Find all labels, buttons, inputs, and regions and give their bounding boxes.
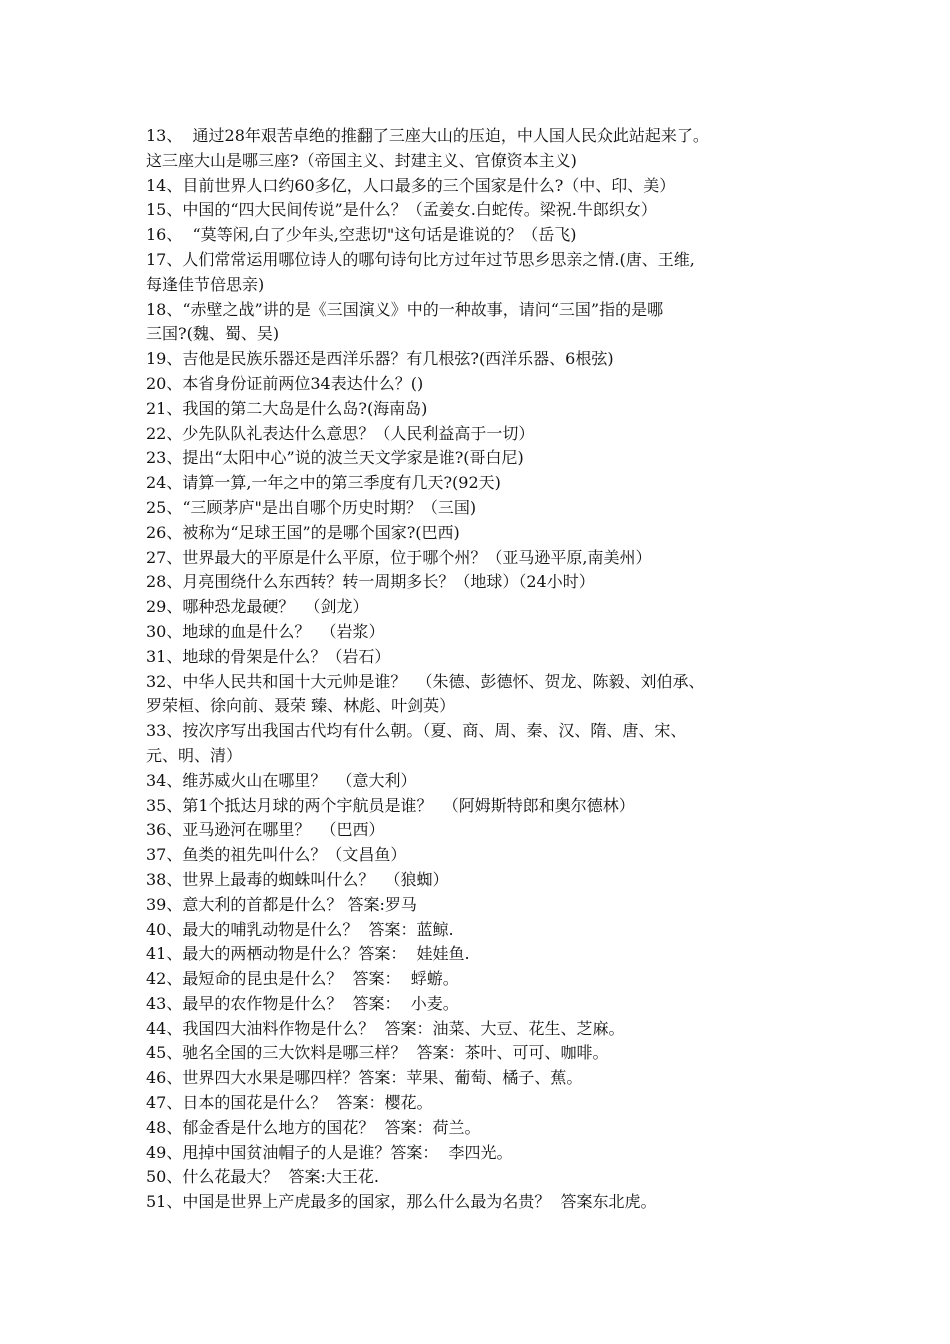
- text-line: 42、最短命的昆虫是什么？ 答案： 蜉蝣。: [146, 969, 459, 989]
- text-line: 27、世界最大的平原是什么平原，位于哪个州？（亚马逊平原,南美州）: [146, 547, 652, 567]
- text-line: 48、郁金香是什么地方的国花？ 答案：荷兰。: [146, 1117, 481, 1137]
- text-line: 34、维苏威火山在哪里？ （意大利）: [146, 770, 417, 790]
- text-line: 40、最大的哺乳动物是什么？ 答案：蓝鲸.: [146, 919, 454, 939]
- text-line: 39、意大利的首都是什么？ 答案:罗马: [146, 894, 417, 914]
- text-line: 罗荣桓、徐向前、聂荣 臻、林彪、叶剑英）: [146, 696, 456, 716]
- text-line: 50、什么花最大？ 答案:大王花.: [146, 1167, 380, 1187]
- text-line: 29、哪种恐龙最硬？ （剑龙）: [146, 597, 369, 617]
- text-line: 49、甩掉中国贫油帽子的人是谁？答案： 李四光。: [146, 1142, 513, 1162]
- text-line: 46、世界四大水果是哪四样？答案：苹果、葡萄、橘子、蕉。: [146, 1068, 583, 1088]
- text-line: 43、最早的农作物是什么？ 答案： 小麦。: [146, 993, 459, 1013]
- text-line: 28、月亮围绕什么东西转？转一周期多长？（地球）（24小时）: [146, 572, 595, 592]
- text-line: 47、日本的国花是什么？ 答案：樱花。: [146, 1093, 433, 1113]
- text-line: 24、请算一算,一年之中的第三季度有几天?(92天): [146, 473, 501, 493]
- text-line: 37、鱼类的祖先叫什么？（文昌鱼）: [146, 845, 407, 865]
- text-line: 22、少先队队礼表达什么意思？（人民利益高于一切）: [146, 423, 535, 443]
- text-line: 每逢佳节倍思亲): [146, 274, 265, 294]
- text-line: 44、我国四大油料作物是什么？ 答案：油菜、大豆、花生、芝麻。: [146, 1018, 625, 1038]
- text-line: 15、中国的“四大民间传说”是什么？（孟姜女.白蛇传。梁祝.牛郎织女）: [146, 200, 657, 220]
- text-line: 26、被称为“足球王国”的是哪个国家?(巴西): [146, 522, 460, 542]
- text-line: 20、本省身份证前两位34表达什么？(): [146, 373, 424, 393]
- text-line: 17、人们常常运用哪位诗人的哪句诗句比方过年过节思乡思亲之情.(唐、王维,: [146, 249, 695, 269]
- text-line: 19、吉他是民族乐器还是西洋乐器？有几根弦?(西洋乐器、6根弦): [146, 349, 614, 369]
- text-line: 23、提出“太阳中心”说的波兰天文学家是谁?(哥白尼): [146, 448, 524, 468]
- text-line: 30、地球的血是什么？ （岩浆）: [146, 621, 385, 641]
- text-line: 这三座大山是哪三座?（帝国主义、封建主义、官僚资本主义): [146, 150, 577, 170]
- text-line: 21、我国的第二大岛是什么岛?(海南岛): [146, 398, 428, 418]
- text-line: 32、中华人民共和国十大元帅是谁？ （朱德、彭德怀、贺龙、陈毅、刘伯承、: [146, 671, 705, 691]
- text-line: 18、“赤壁之战”讲的是《三国演义》中的一种故事，请问“三国”指的是哪: [146, 299, 664, 319]
- text-line: 三国?(魏、蜀、吴): [146, 324, 280, 344]
- text-line: 36、亚马逊河在哪里？ （巴西）: [146, 820, 385, 840]
- text-line: 16、 “莫等闲,白了少年头,空悲切"这句话是谁说的？（岳飞): [146, 225, 577, 245]
- text-line: 14、目前世界人口约60多亿，人口最多的三个国家是什么?（中、印、美）: [146, 175, 676, 195]
- text-line: 45、驰名全国的三大饮料是哪三样？ 答案：茶叶、可可、咖啡。: [146, 1043, 609, 1063]
- text-line: 35、第1个抵达月球的两个宇航员是谁？ （阿姆斯特郎和奥尔德林）: [146, 795, 635, 815]
- text-line: 33、按次序写出我国古代均有什么朝。（夏、商、周、秦、汉、隋、唐、宋、: [146, 721, 687, 741]
- text-line: 元、明、清）: [146, 745, 243, 765]
- text-line: 38、世界上最毒的蜘蛛叫什么？ （狼蜘）: [146, 869, 449, 889]
- text-line: 31、地球的骨架是什么？（岩石）: [146, 646, 391, 666]
- text-line: 25、“三顾茅庐"是出自哪个历史时期？（三国): [146, 497, 477, 517]
- text-line: 13、 通过28年艰苦卓绝的推翻了三座大山的压迫，中人国人民众此站起来了。: [146, 126, 709, 145]
- document-body: [146, 124, 836, 1215]
- text-line: 41、最大的两栖动物是什么？答案： 娃娃鱼.: [146, 944, 470, 964]
- text-line: 51、中国是世界上产虎最多的国家，那么什么最为名贵？ 答案东北虎。: [146, 1192, 657, 1212]
